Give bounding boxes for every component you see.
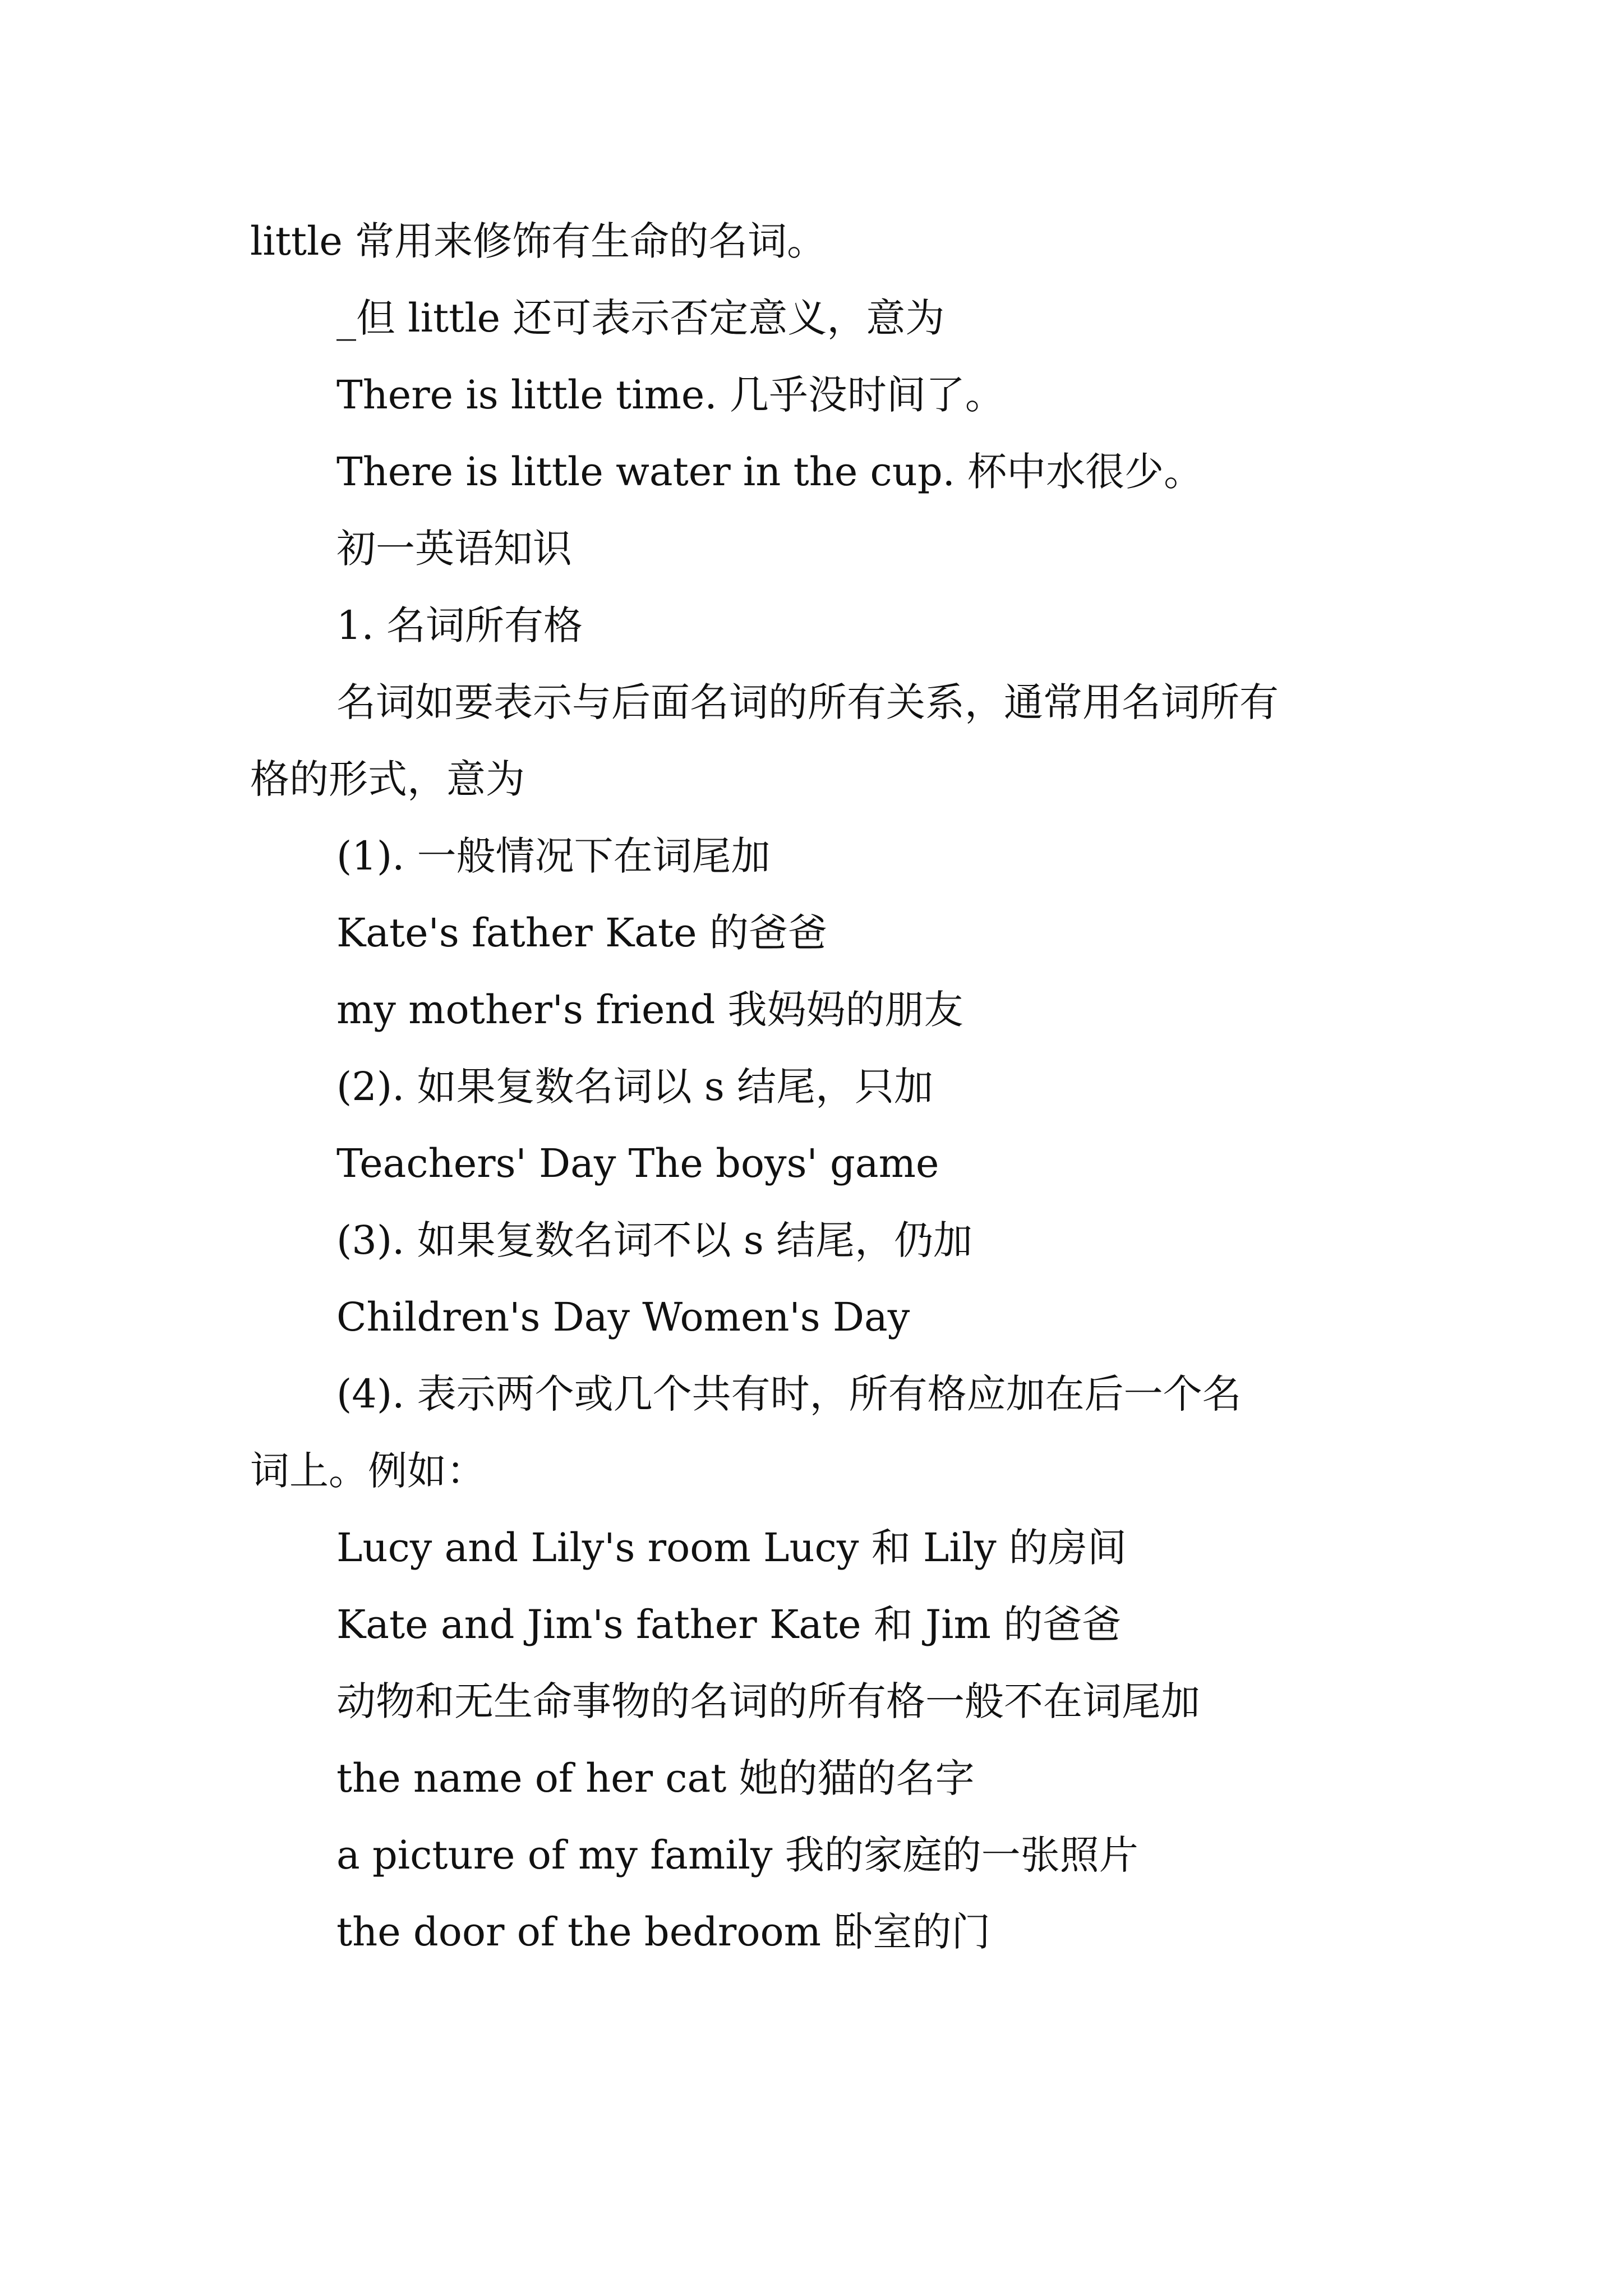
example-line: Lucy and Lily's room Lucy 和 Lily 的房间 xyxy=(336,1525,1127,1571)
text-line: (1). 一般情况下在词尾加 xyxy=(336,833,771,879)
text-line: _但 little 还可表示否定意义，意为 xyxy=(336,295,945,341)
example-line: Kate's father Kate 的爸爸 xyxy=(336,910,827,956)
text-line: (2). 如果复数名词以 s 结尾，只加 xyxy=(336,1064,934,1110)
text-line: There is little time. 几乎没时间了。 xyxy=(336,372,1004,418)
text-line: (3). 如果复数名词不以 s 结尾，仍加 xyxy=(336,1217,973,1263)
example-line: Children's Day Women's Day xyxy=(336,1294,910,1340)
text-line: 动物和无生命事物的名词的所有格一般不在词尾加 xyxy=(336,1678,1200,1724)
example-line: a picture of my family 我的家庭的一张照片 xyxy=(336,1832,1138,1878)
example-line: the door of the bedroom 卧室的门 xyxy=(336,1909,991,1955)
example-line: Kate and Jim's father Kate 和 Jim 的爸爸 xyxy=(336,1602,1122,1648)
document-body xyxy=(250,203,1405,1971)
text-line: 格的形式，意为 xyxy=(250,756,525,802)
subsection-heading: 1. 名词所有格 xyxy=(336,602,583,648)
example-line: my mother's friend 我妈妈的朋友 xyxy=(336,987,963,1033)
text-line: There is little water in the cup. 杯中水很少。 xyxy=(336,449,1204,495)
text-line: 名词如要表示与后面名词的所有关系，通常用名词所有 xyxy=(336,679,1279,725)
section-heading: 初一英语知识 xyxy=(336,526,572,572)
text-line: (4). 表示两个或几个共有时，所有格应加在后一个名 xyxy=(336,1371,1242,1417)
text-line: 词上。例如： xyxy=(250,1448,486,1494)
example-line: the name of her cat 她的猫的名字 xyxy=(336,1755,975,1801)
text-line: little 常用来修饰有生命的名词。 xyxy=(250,218,827,264)
example-line: Teachers' Day The boys' game xyxy=(336,1140,939,1186)
